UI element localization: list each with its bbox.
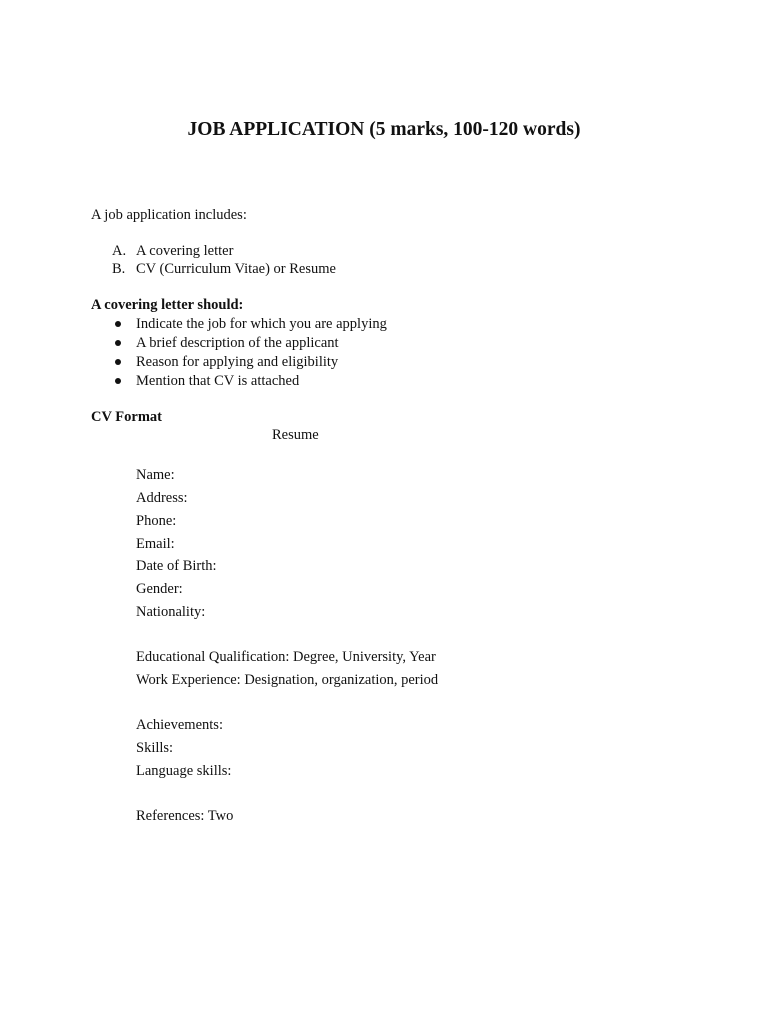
- intro-text: A job application includes:: [91, 207, 247, 223]
- resume-field: Date of Birth:: [136, 558, 217, 574]
- resume-field: Language skills:: [136, 763, 232, 779]
- bullet-icon: [115, 378, 121, 384]
- bullet-icon: [115, 321, 121, 327]
- resume-field: Gender:: [136, 581, 183, 597]
- covering-letter-heading: A covering letter should:: [91, 297, 244, 313]
- list-item: Reason for applying and eligibility: [136, 354, 339, 370]
- resume-field: Phone:: [136, 513, 177, 529]
- bullet-icon: [115, 340, 121, 346]
- resume-field: Name:: [136, 467, 175, 483]
- bullet-icon: [115, 359, 121, 365]
- resume-field: Skills:: [136, 740, 174, 756]
- list-item: A brief description of the applicant: [136, 335, 339, 351]
- resume-title: Resume: [272, 427, 319, 443]
- list-item: Indicate the job for which you are applying: [136, 316, 387, 332]
- list-item: A covering letter: [136, 243, 234, 259]
- list-marker: B.: [112, 261, 126, 277]
- resume-field: Educational Qualification: Degree, University, Year: [136, 649, 436, 665]
- list-item: CV (Curriculum Vitae) or Resume: [136, 261, 336, 277]
- page-title: JOB APPLICATION (5 marks, 100-120 words): [187, 119, 581, 140]
- resume-field: Email:: [136, 536, 175, 552]
- resume-field: Work Experience: Designation, organization, period: [136, 672, 439, 688]
- cv-format-heading: CV Format: [91, 409, 163, 425]
- resume-field: Achievements:: [136, 717, 223, 733]
- list-item: Mention that CV is attached: [136, 373, 300, 389]
- resume-field: Address:: [136, 490, 188, 506]
- list-marker: A.: [112, 243, 127, 259]
- resume-field: Nationality:: [136, 604, 206, 620]
- resume-field: References: Two: [136, 808, 234, 824]
